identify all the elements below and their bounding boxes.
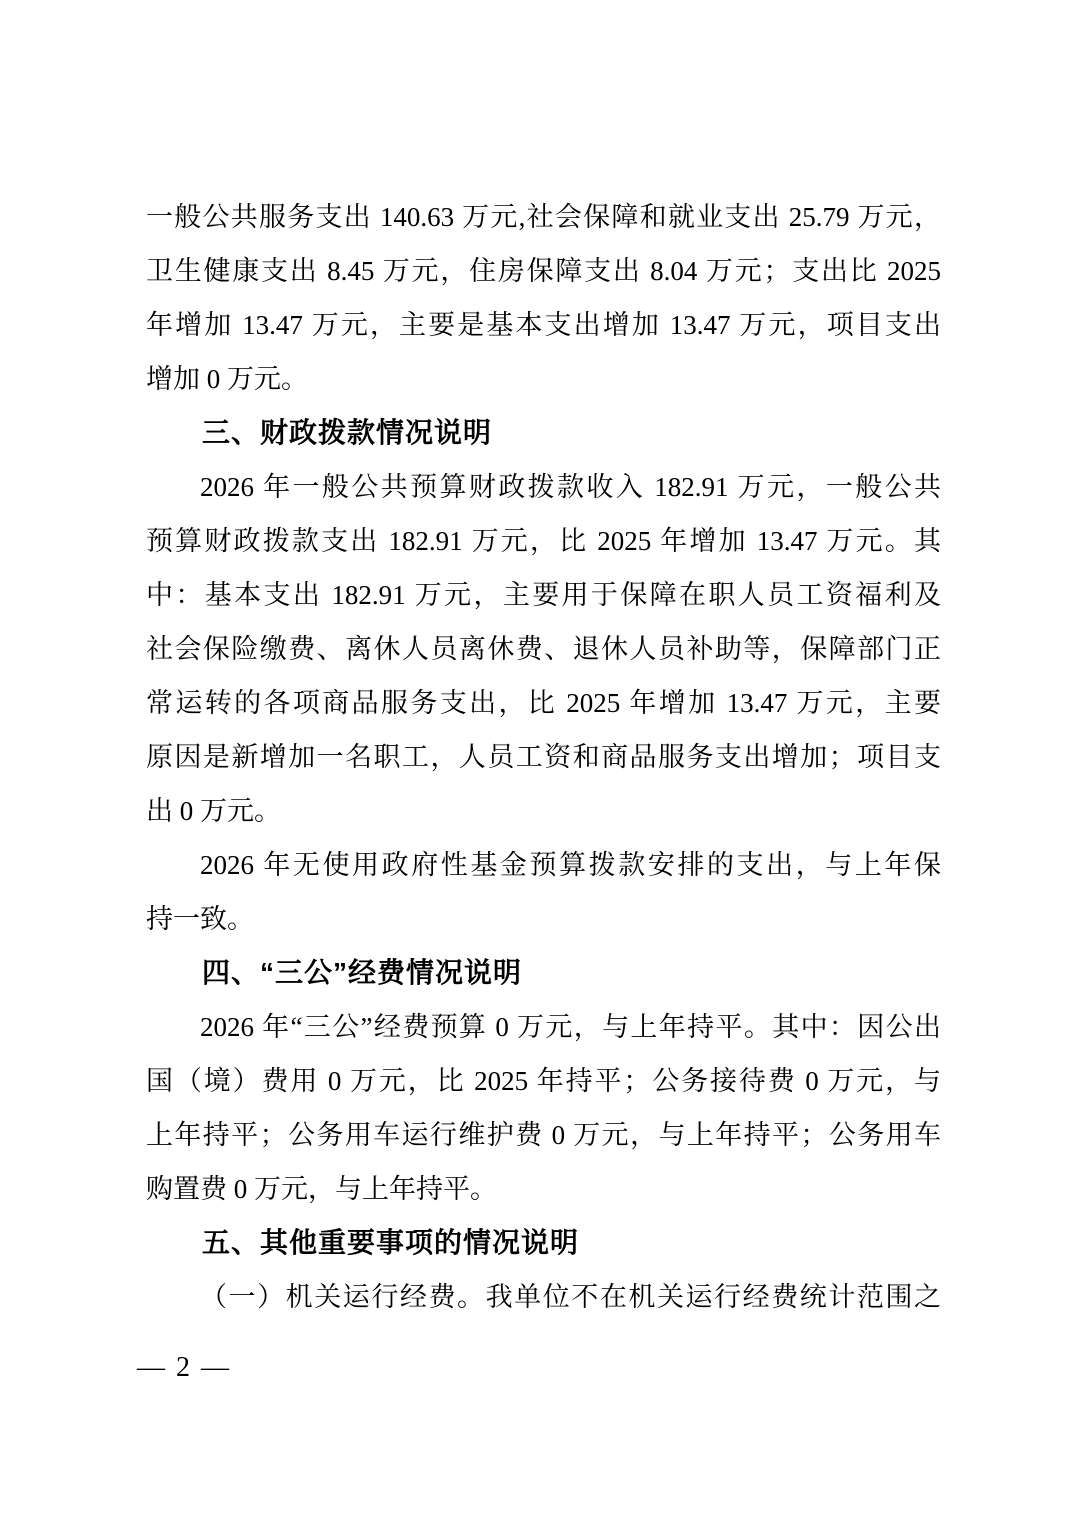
text-line: 预算财政拨款支出 182.91 万元，比 2025 年增加 13.47 万元。其 [146, 526, 941, 556]
text-line: 持一致。 [146, 904, 254, 934]
text-line: 社会保险缴费、离休人员离休费、退休人员补助等，保障部门正 [146, 634, 941, 664]
text-line: 年增加 13.47 万元，主要是基本支出增加 13.47 万元，项目支出 [146, 310, 941, 340]
text-line: 上年持平；公务用车运行维护费 0 万元，与上年持平；公务用车 [146, 1120, 941, 1150]
paragraph-operating-funds [146, 1270, 941, 1324]
page-number: — 2 — [137, 1352, 231, 1383]
text-line: 增加 0 万元。 [146, 364, 308, 394]
text-line: 国（境）费用 0 万元，比 2025 年持平；公务接待费 0 万元，与 [146, 1066, 941, 1096]
text-line: 购置费 0 万元，与上年持平。 [146, 1174, 497, 1204]
heading-section-5: 五、其他重要事项的情况说明 [202, 1227, 580, 1258]
paragraph-three-public-expenses [146, 1000, 941, 1216]
heading-section-3: 三、财政拨款情况说明 [202, 417, 493, 448]
paragraph-continuation [146, 190, 941, 406]
text-line: 中：基本支出 182.91 万元，主要用于保障在职人员工资福利及 [146, 580, 941, 610]
text-line: 出 0 万元。 [146, 796, 281, 826]
text-line: 2026 年无使用政府性基金预算拨款安排的支出，与上年保 [200, 850, 941, 880]
text-line: 2026 年一般公共预算财政拨款收入 182.91 万元，一般公共 [200, 472, 941, 502]
paragraph-government-fund [146, 838, 941, 946]
heading-section-4: 四、“三公”经费情况说明 [202, 957, 523, 988]
text-line: 常运转的各项商品服务支出，比 2025 年增加 13.47 万元，主要 [146, 688, 941, 718]
text-line: （一）机关运行经费。我单位不在机关运行经费统计范围之 [200, 1282, 941, 1312]
page-content [146, 190, 941, 1324]
text-line: 原因是新增加一名职工，人员工资和商品服务支出增加；项目支 [146, 742, 941, 772]
text-line: 2026 年“三公”经费预算 0 万元，与上年持平。其中：因公出 [200, 1012, 941, 1042]
text-line: 卫生健康支出 8.45 万元，住房保障支出 8.04 万元；支出比 2025 [146, 256, 941, 286]
text-line: 一般公共服务支出 140.63 万元,社会保障和就业支出 25.79 万元， [146, 202, 941, 232]
paragraph-fiscal-appropriation [146, 460, 941, 838]
